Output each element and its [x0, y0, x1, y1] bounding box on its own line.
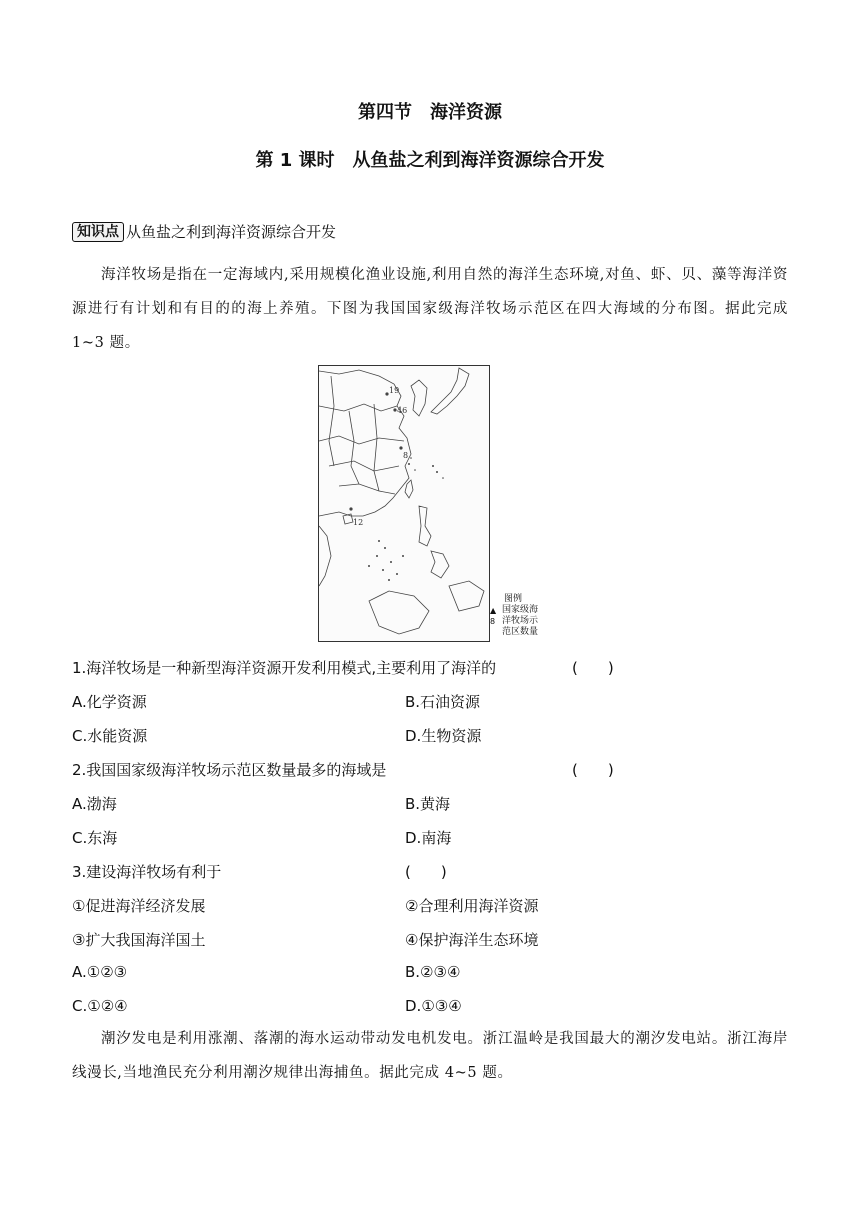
question-1-option-c[interactable]: C.水能资源 [72, 727, 148, 745]
question-3-statement-3: ③扩大我国海洋国土 [72, 931, 206, 949]
question-3-option-c[interactable]: C.①②④ [72, 997, 128, 1015]
question-2-option-b[interactable]: B.黄海 [405, 795, 451, 813]
legend-symbol: ▲ [490, 606, 497, 615]
question-2-stem: 2.我国国家级海洋牧场示范区数量最多的海域是 [72, 761, 387, 779]
question-3-option-b[interactable]: B.②③④ [405, 963, 461, 981]
knowledge-point-badge: 知识点 [72, 222, 124, 242]
knowledge-point-title: 从鱼盐之利到海洋资源综合开发 [126, 223, 337, 241]
question-2-bracket: ( ) [572, 761, 614, 779]
map-label-bohai: 19 [389, 386, 400, 395]
legend-line-1: 国家级海 [502, 605, 539, 615]
map-label-east-sea: 8 [403, 451, 409, 460]
question-3-stem: 3.建设海洋牧场有利于 [72, 863, 222, 881]
question-1-option-a[interactable]: A.化学资源 [72, 693, 147, 711]
question-1-stem: 1.海洋牧场是一种新型海洋资源开发利用模式,主要利用了海洋的 [72, 659, 497, 677]
section-title: 第四节 海洋资源 [358, 102, 502, 123]
question-3-bracket: ( ) [405, 863, 447, 881]
marine-ranch-distribution-map [318, 365, 490, 642]
question-3-statement-2: ②合理利用海洋资源 [405, 897, 539, 915]
legend-line-2: 洋牧场示 [502, 616, 539, 626]
question-3-statement-1: ①促进海洋经济发展 [72, 897, 206, 915]
question-2-option-a[interactable]: A.渤海 [72, 795, 117, 813]
legend-line-3: 范区数量 [502, 627, 539, 637]
knowledge-point-heading [72, 221, 336, 242]
map-label-yellow-sea: 46 [397, 406, 408, 415]
question-3-option-a[interactable]: A.①②③ [72, 963, 128, 981]
question-2-option-c[interactable]: C.东海 [72, 829, 118, 847]
map-drawing [319, 366, 489, 641]
question-2-option-d[interactable]: D.南海 [405, 829, 452, 847]
legend-title: 图例 [504, 594, 523, 604]
intro-paragraph: 海洋牧场是指在一定海域内,采用规模化渔业设施,利用自然的海洋生态环境,对鱼、虾、贝、藻等海洋资源进行有计划和有目的的海上养殖。下图为我国国家级海洋牧场示范区在四大海域的分布图。据此完成 1~3 题。 [72, 267, 788, 351]
tidal-paragraph: 潮汐发电是利用涨潮、落潮的海水运动带动发电机发电。浙江温岭是我国最大的潮汐发电站。浙江海岸线漫长,当地渔民充分利用潮汐规律出海捕鱼。据此完成 4~5 题。 [72, 1031, 788, 1081]
question-1-option-b[interactable]: B.石油资源 [405, 693, 481, 711]
map-label-south-sea: 12 [353, 518, 364, 527]
map-legend [490, 594, 550, 638]
question-1-bracket: ( ) [572, 659, 614, 677]
question-3-option-d[interactable]: D.①③④ [405, 997, 462, 1015]
question-1-option-d[interactable]: D.生物资源 [405, 727, 482, 745]
question-3-statement-4: ④保护海洋生态环境 [405, 931, 539, 949]
lesson-title: 第 1 课时 从鱼盐之利到海洋资源综合开发 [255, 150, 605, 171]
legend-symbol-number: 8 [490, 617, 496, 626]
